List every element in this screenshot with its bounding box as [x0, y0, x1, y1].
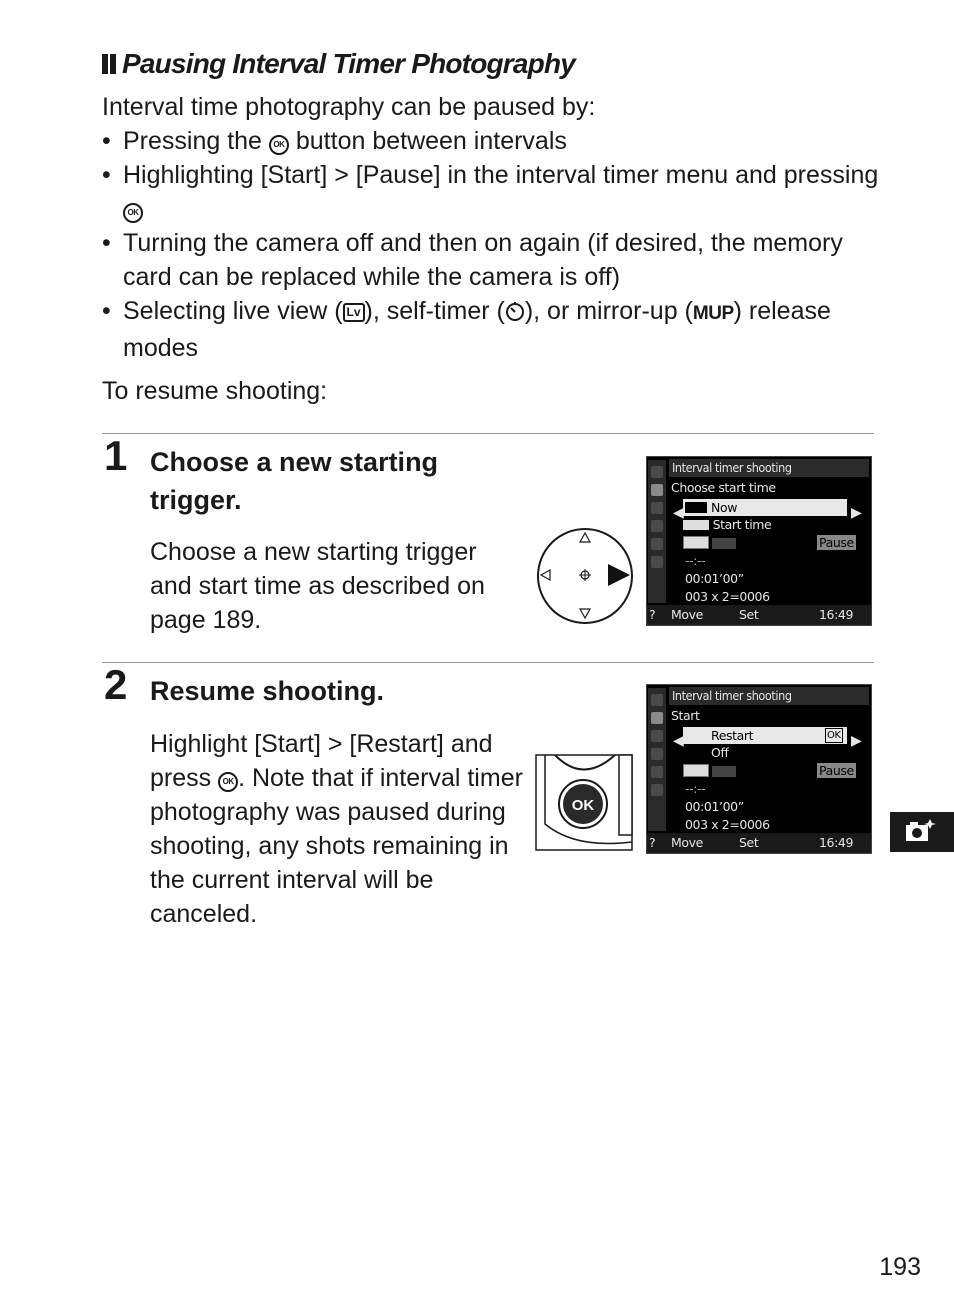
interval-value: 00:01’00” [685, 571, 744, 586]
screen-footer [647, 833, 871, 853]
set-hint: Set [739, 835, 759, 850]
camera-menu-screen [646, 684, 872, 854]
help-icon: ? [649, 835, 656, 850]
status-row [683, 536, 736, 552]
menu-option-start-time[interactable] [683, 517, 771, 532]
list-item [102, 294, 882, 365]
screen-title: Interval timer shooting [669, 459, 869, 477]
divider [102, 662, 874, 663]
ok-button-label: OK [571, 797, 595, 814]
step-title: Resume shooting. [150, 676, 385, 706]
ok-button-icon: OK [269, 135, 289, 155]
resume-text: To resume shooting: [102, 377, 328, 405]
section-heading [102, 48, 575, 80]
left-arrow-icon: ◀ [673, 733, 684, 749]
mirror-up-label: MUP [692, 303, 734, 324]
ok-button-icon: OK [123, 203, 143, 223]
self-timer-icon [505, 297, 525, 331]
bullet-text: ) release modes [123, 297, 831, 362]
clock-readout: 16:49 [819, 607, 854, 622]
section-title: Pausing Interval Timer Photography [122, 48, 576, 79]
trigger-time: --:-- [685, 553, 706, 568]
section-marker-icon [102, 54, 116, 74]
interval-value: 00:01’00” [685, 799, 744, 814]
screen-title: Interval timer shooting [669, 687, 869, 705]
menu-option-restart[interactable] [683, 727, 847, 744]
pause-label: Pause [819, 763, 854, 778]
multi-selector-icon [534, 526, 636, 628]
shot-count: 003 x 2=0006 [685, 817, 770, 832]
divider [102, 433, 874, 434]
live-view-icon: Lv [343, 303, 365, 322]
step-number: 2 [104, 661, 128, 708]
bullet-text: Highlighting [Start] > [Pause] in the interval timer menu and pressing [123, 161, 879, 189]
status-row [683, 764, 736, 780]
left-arrow-icon: ◀ [673, 505, 684, 521]
clock-readout: 16:49 [819, 835, 854, 850]
pause-label: Pause [819, 535, 854, 550]
bullet-text: ), self-timer ( [364, 297, 505, 325]
move-hint: Move [671, 835, 703, 850]
list-item [102, 226, 882, 294]
ok-button-illustration [535, 754, 633, 852]
step-body: Choose a new starting trigger and start time as described on page 189. [150, 538, 485, 634]
camera-menu-screen [646, 456, 872, 626]
bullet-text: Pressing the [123, 127, 269, 155]
option-label: Restart [711, 728, 754, 743]
right-arrow-icon: ▶ [851, 505, 862, 521]
screen-subtitle: Start [671, 708, 700, 723]
page-number: 193 [879, 1253, 921, 1281]
option-label: Now [711, 500, 738, 515]
set-hint: Set [739, 607, 759, 622]
screen-footer [647, 605, 871, 625]
list-item [102, 124, 882, 158]
step-body-text: Highlight [Start] > [Restart] and press [150, 730, 493, 792]
option-label: Start time [712, 517, 772, 532]
step-body-text: . Note that if interval timer photography was paused during shooting, any shots remaining in the current interval will be canceled. [150, 764, 523, 928]
step-body [150, 727, 525, 931]
bullet-text: Turning the camera off and then on again (if desired, the memory card can be replaced while the camera is off) [123, 229, 843, 291]
chapter-tab[interactable] [890, 812, 954, 852]
trigger-time: --:-- [685, 781, 706, 796]
help-icon: ? [649, 607, 656, 622]
camera-tab-icon [900, 815, 940, 849]
menu-sidebar [648, 688, 666, 831]
step-title: Choose a new starting trigger. [150, 447, 439, 515]
ok-badge: OK [827, 730, 841, 741]
screen-subtitle: Choose start time [671, 480, 776, 495]
bullet-text: Selecting live view ( [123, 297, 343, 325]
shot-count: 003 x 2=0006 [685, 589, 770, 604]
bullet-text: ), or mirror-up ( [524, 297, 693, 325]
menu-sidebar [648, 460, 666, 603]
menu-option-now[interactable] [683, 499, 847, 516]
right-arrow-icon: ▶ [851, 733, 862, 749]
move-hint: Move [671, 607, 703, 622]
list-item [102, 158, 882, 226]
pause-methods-list [102, 124, 882, 365]
step-number: 1 [104, 432, 128, 479]
menu-option-off[interactable]: Off [711, 745, 729, 760]
bullet-text: button between intervals [288, 127, 567, 155]
ok-button-icon: OK [218, 772, 238, 792]
intro-text: Interval time photography can be paused by: [102, 93, 596, 121]
